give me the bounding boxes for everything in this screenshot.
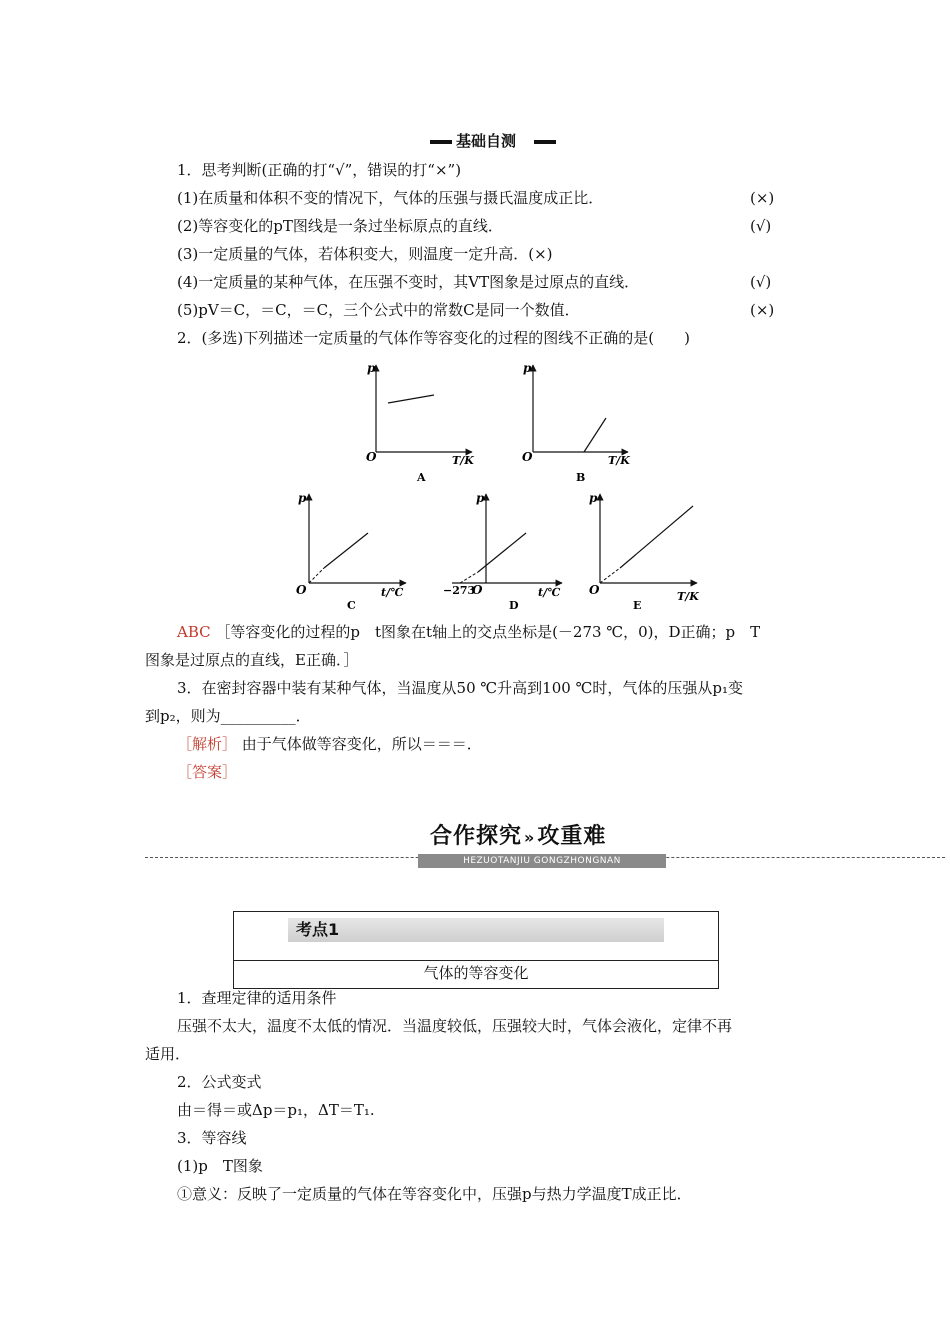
graph-b-line <box>584 418 606 452</box>
kaodian-label: 考点1 <box>296 920 340 939</box>
graph-c-line <box>324 533 368 568</box>
graph-a <box>366 361 474 484</box>
q2-answer-line1 <box>177 622 760 642</box>
graphs-figure <box>0 0 950 620</box>
body-l3: 适用． <box>145 1045 191 1063</box>
graph-b-ylabel: p <box>523 361 532 375</box>
body-l4: 2．公式变式 <box>177 1073 262 1091</box>
graph-e-label: E <box>633 599 642 612</box>
body-l8: ①意义：反映了一定质量的气体在等容变化中，压强p与热力学温度T成正比． <box>177 1185 692 1203</box>
banner-title-part2: 攻重难 <box>537 824 607 849</box>
banner-title <box>430 822 606 853</box>
q1-item-5: (5)pV＝C，＝C，＝C，三个公式中的常数C是同一个数值． <box>177 301 580 319</box>
graph-c-label: C <box>347 599 356 612</box>
q3-line1: 3．在密封容器中装有某种气体，当温度从50 ℃升高到100 ℃时，气体的压强从p₁变 <box>177 679 743 697</box>
graph-e-ylabel: p <box>589 491 598 505</box>
section-banner <box>418 822 666 868</box>
q1-prompt: 1．思考判断(正确的打“√”，错误的打“×”) <box>177 161 462 179</box>
kaodian-box <box>233 911 719 989</box>
graph-b-origin: O <box>522 450 533 464</box>
q3-analysis-tag: ［解析］ <box>177 735 238 753</box>
body-l6: 3．等容线 <box>177 1129 247 1147</box>
q2-answer-key: ABC <box>177 623 211 641</box>
graph-d-label: D <box>509 599 519 612</box>
body-l2: 压强不太大，温度不太低的情况．当温度较低，压强较大时，气体会液化，定律不再 <box>177 1017 733 1035</box>
graph-b-xlabel: T/K <box>608 454 630 467</box>
graph-d-ylabel: p <box>476 491 485 505</box>
q1-mark-4: (√) <box>750 273 772 291</box>
q3-analysis <box>177 734 482 754</box>
graph-a-xlabel: T/K <box>452 454 474 467</box>
kaodian-tab <box>288 918 664 942</box>
q1-item-3: (3)一定质量的气体，若体积变大，则温度一定升高．(×) <box>177 245 553 263</box>
body-l5: 由＝得＝或Δp＝p₁，ΔT＝T₁. <box>177 1101 375 1119</box>
banner-arrow-icon: » <box>524 828 536 847</box>
graph-a-label: A <box>417 471 426 484</box>
body-l7: (1)p T图象 <box>177 1157 263 1175</box>
banner-subtitle: HEZUOTANJIU GONGZHONGNAN <box>418 854 666 868</box>
graph-a-origin: O <box>366 450 377 464</box>
graph-e-line <box>620 506 693 568</box>
kaodian-divider <box>234 960 718 961</box>
graph-b-label: B <box>576 471 586 484</box>
graph-e <box>589 491 699 612</box>
graph-d-origin: O <box>472 583 483 597</box>
q3-line2: 到p₂，则为__________． <box>145 707 311 725</box>
graph-c-xlabel: t/℃ <box>381 586 404 599</box>
banner-title-part1: 合作探究 <box>430 824 523 849</box>
body-l1: 1．查理定律的适用条件 <box>177 989 337 1007</box>
graph-c-ylabel: p <box>298 491 307 505</box>
graph-c <box>296 491 406 612</box>
graph-d-tick: −273 <box>443 584 476 597</box>
graph-d-xlabel: t/℃ <box>538 586 561 599</box>
q1-item-1: (1)在质量和体积不变的情况下，气体的压强与摄氏温度成正比． <box>177 189 604 207</box>
kaodian-text: 气体的等容变化 <box>423 964 529 982</box>
q1-item-2: (2)等容变化的pT图线是一条过坐标原点的直线． <box>177 217 503 235</box>
graph-e-origin: O <box>589 583 600 597</box>
graph-c-origin: O <box>296 583 307 597</box>
graph-e-dashed <box>600 568 620 583</box>
graph-b <box>522 361 630 484</box>
q1-mark-5: (×) <box>750 301 775 319</box>
graph-d-line <box>478 533 526 572</box>
q2-answer-text: ［等容变化的过程的p t图象在t轴上的交点坐标是(－273 ℃，0)，D正确；p T <box>215 623 761 641</box>
graph-a-ylabel: p <box>367 361 376 375</box>
q1-mark-2: (√) <box>750 217 772 235</box>
graph-d <box>443 491 562 612</box>
graph-e-xlabel: T/K <box>677 590 699 603</box>
q3-analysis-text: 由于气体做等容变化，所以＝＝＝． <box>241 735 482 753</box>
q2-prompt: 2．(多选)下列描述一定质量的气体作等容变化的过程的图线不正确的是( ) <box>177 329 690 347</box>
graph-a-line <box>388 395 434 403</box>
q2-answer-line2: 图象是过原点的直线，E正确．］ <box>145 651 359 669</box>
section-title-text: 基础自测 <box>456 132 517 150</box>
graph-c-dashed <box>309 568 324 583</box>
q1-item-4: (4)一定质量的某种气体，在压强不变时，其VT图象是过原点的直线． <box>177 273 640 291</box>
q1-mark-1: (×) <box>750 189 775 207</box>
q3-answer-tag: ［答案］ <box>177 763 238 781</box>
graph-d-dashed <box>460 572 478 583</box>
